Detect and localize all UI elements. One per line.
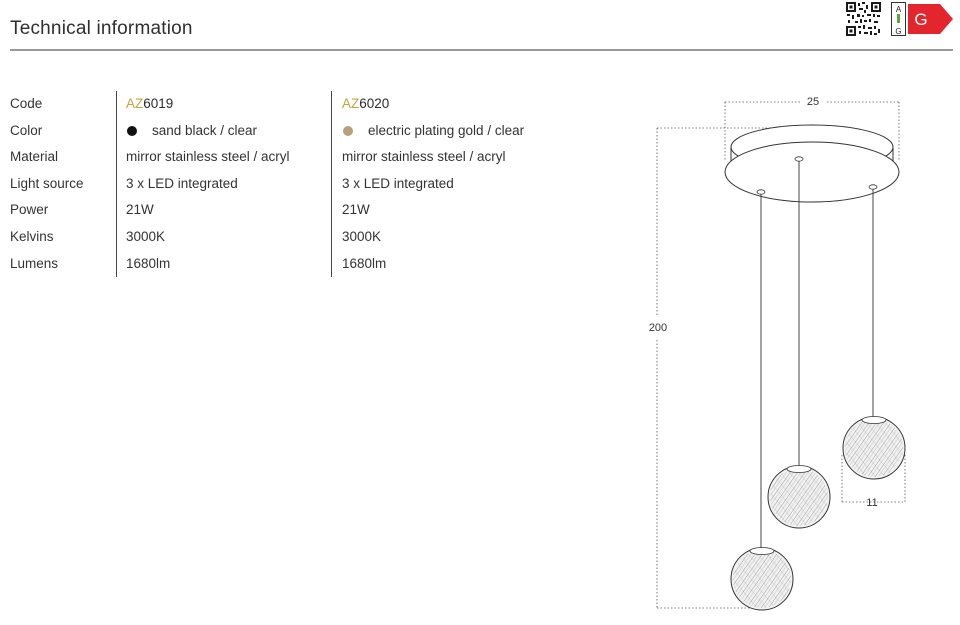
spec-label-power: Power	[10, 202, 49, 218]
code-prefix: AZ	[342, 96, 360, 111]
code-prefix: AZ	[126, 96, 144, 111]
page-title: Technical information	[10, 18, 193, 39]
spec-label-color: Color	[10, 122, 43, 138]
spec-labels	[10, 96, 84, 282]
product-light-source: 3 x LED integrated	[126, 175, 238, 191]
product-lumens: 1680lm	[126, 255, 171, 271]
product-code	[342, 96, 524, 123]
title-divider	[10, 49, 953, 51]
code-number: 6020	[359, 96, 390, 111]
spec-label-code: Code	[10, 96, 43, 111]
code-number: 6019	[143, 96, 174, 111]
product-color	[126, 123, 290, 150]
product-material: mirror stainless steel / acryl	[126, 149, 290, 165]
color-swatch	[127, 126, 137, 136]
spec-label-kelvins: Kelvins	[10, 228, 54, 244]
qr-code-icon	[846, 2, 881, 36]
pendant-lamp-drawing	[640, 88, 940, 618]
spec-label-material: Material	[10, 149, 59, 165]
product-lumens: 1680lm	[342, 255, 387, 271]
globe-shade	[843, 417, 905, 480]
dimension-globe: 11	[866, 497, 878, 509]
spec-label-lumens: Lumens	[10, 255, 59, 271]
energy-scale-bar	[897, 14, 900, 23]
globe-shade	[768, 466, 830, 529]
product-color	[342, 123, 524, 150]
product-column-az6020	[342, 96, 524, 282]
spec-label-light-source: Light source	[10, 175, 84, 191]
energy-scale-top: A	[895, 5, 902, 14]
product-material: mirror stainless steel / acryl	[342, 149, 506, 165]
color-swatch	[343, 126, 353, 136]
product-column-az6019	[126, 96, 290, 282]
color-name: sand black / clear	[152, 122, 258, 138]
energy-label-icon	[891, 2, 955, 36]
energy-class: G	[914, 10, 928, 29]
globe-shade	[731, 548, 793, 611]
product-power: 21W	[342, 202, 370, 218]
column-divider	[116, 91, 117, 277]
product-power: 21W	[126, 202, 154, 218]
product-kelvins: 3000K	[126, 228, 166, 244]
product-light-source: 3 x LED integrated	[342, 175, 454, 191]
dimension-height: 200	[648, 322, 668, 334]
product-kelvins: 3000K	[342, 228, 382, 244]
energy-scale-bottom: G	[895, 27, 902, 36]
product-code	[126, 96, 290, 123]
dimension-width: 25	[806, 96, 820, 108]
color-name: electric plating gold / clear	[368, 122, 525, 138]
column-divider	[331, 91, 332, 277]
